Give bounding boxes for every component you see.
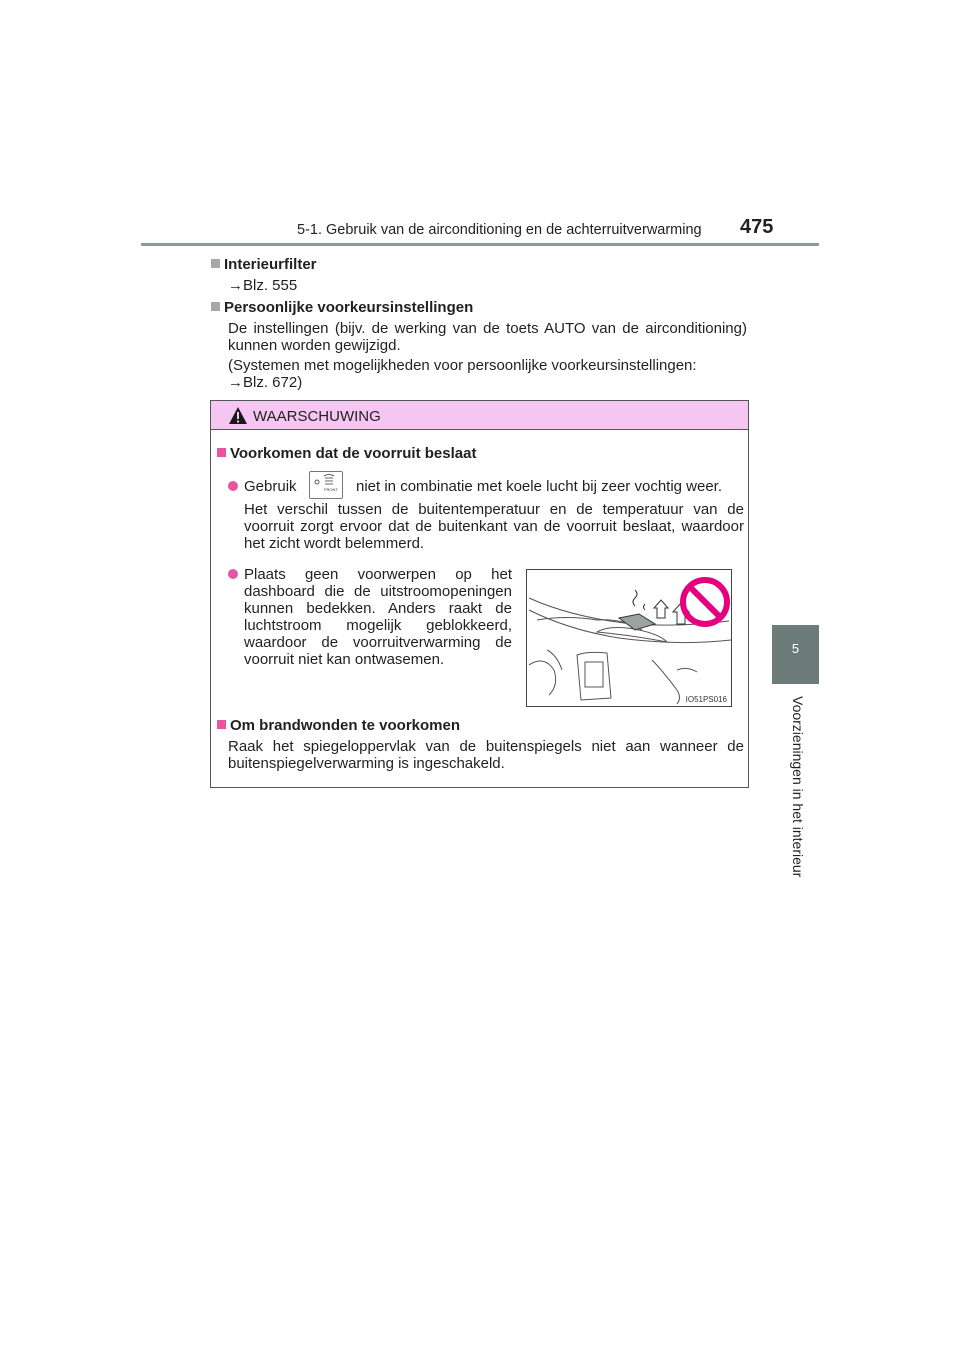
section-header: 5-1. Gebruik van de airconditioning en de achterruitverwarming — [297, 222, 702, 238]
section-heading-personal-settings: Persoonlijke voorkeursinstellingen — [211, 299, 473, 316]
circle-bullet-icon — [228, 481, 238, 491]
bullet-text: Plaats geen voorwerpen op het dashboard die de uitstroomopeningen kunnen bedekken. Anders raakt de luchtstroom mogelijk geblokkeerd, waardoor de voorruitverwarming de voorruit niet kan ontwasemen. — [228, 566, 512, 668]
square-bullet-icon — [211, 302, 220, 311]
warning-triangle-icon — [228, 406, 248, 425]
header-divider — [141, 243, 819, 246]
square-bullet-icon — [211, 259, 220, 268]
warning-heading-fog: Voorkomen dat de voorruit beslaat — [217, 445, 476, 462]
bullet-text: niet in combinatie met koele lucht bij zeer vochtig weer. — [356, 478, 723, 495]
reference-text: →Blz. 672) — [228, 374, 303, 391]
chapter-tab — [772, 625, 819, 684]
circle-bullet-icon — [228, 569, 238, 579]
warning-heading-burns: Om brandwonden te voorkomen — [217, 717, 460, 734]
button-icon-label: FRONT — [324, 487, 338, 492]
body-paragraph: De instellingen (bijv. de werking van de toets AUTO van de airconditioning) kunnen worden gewijzigd. — [228, 320, 747, 354]
square-bullet-icon — [217, 720, 226, 729]
warning-text: Raak het spiegeloppervlak van de buitenspiegels niet aan wanneer de buitenspiegelverwarming is ingeschakeld. — [228, 738, 744, 772]
page-number: 475 — [740, 216, 774, 238]
chapter-number: 5 — [791, 641, 800, 656]
warning-title: WAARSCHUWING — [253, 408, 381, 425]
bullet-lead: Gebruik — [228, 478, 297, 495]
figure-code: IO51PS016 — [685, 695, 727, 704]
body-paragraph: (Systemen met mogelijkheden voor persoonlijke voorkeursinstellingen: — [228, 357, 697, 374]
front-defroster-button-icon — [309, 471, 343, 499]
dashboard-illustration — [526, 569, 732, 707]
dashboard-drawing — [527, 570, 731, 706]
reference-text: →Blz. 555 — [228, 277, 298, 294]
section-heading-interieurfilter: Interieurfilter — [211, 256, 317, 273]
chapter-title: Voorzieningen in het interieur — [790, 696, 806, 878]
bullet-continuation: Het verschil tussen de buitentemperatuur en de temperatuur van de voorruit zorgt ervoor dat de buitenkant van de voorruit beslaat, waardoor het zicht wordt belemmerd. — [244, 501, 744, 552]
square-bullet-icon — [217, 448, 226, 457]
